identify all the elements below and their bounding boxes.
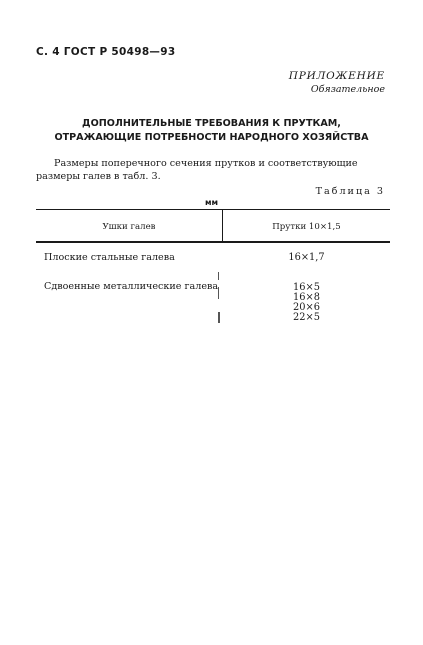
table-caption: Таблица 3 (315, 186, 385, 197)
table-units: мм (204, 198, 219, 207)
table-row-label: Сдвоенные металлические галева (44, 281, 219, 292)
scan-mark (218, 272, 219, 280)
annex-title: ПРИЛОЖЕНИЕ (288, 70, 385, 82)
table-header-rule (36, 241, 390, 243)
table-cell: 22×5 (293, 312, 320, 323)
table-top-rule (36, 209, 390, 210)
table-header-col2: Прутки 10×1,5 (272, 222, 341, 232)
intro-paragraph: Размеры поперечного сечения прутков и соответствующие размеры галев в табл. 3. (36, 158, 358, 182)
section-title-line-2: ОТРАЖАЮЩИЕ ПОТРЕБНОСТИ НАРОДНОГО ХОЗЯЙСТВА (54, 132, 369, 143)
table-cell: 16×1,7 (288, 252, 325, 263)
scan-mark (218, 287, 219, 299)
table-cell: 16×8 (293, 292, 320, 303)
table-row-label: Плоские стальные галева (44, 252, 175, 263)
table-cell: 16×5 (293, 282, 320, 293)
page-header: С. 4 ГОСТ Р 50498—93 (36, 46, 176, 58)
annex-subtitle: Обязательное (310, 84, 385, 95)
table-cell: 20×6 (293, 302, 320, 313)
section-title-line-1: ДОПОЛНИТЕЛЬНЫЕ ТРЕБОВАНИЯ К ПРУТКАМ, (82, 118, 341, 129)
scan-mark (218, 312, 220, 323)
section-title (36, 117, 387, 145)
table-header-col1: Ушки галев (102, 222, 156, 232)
